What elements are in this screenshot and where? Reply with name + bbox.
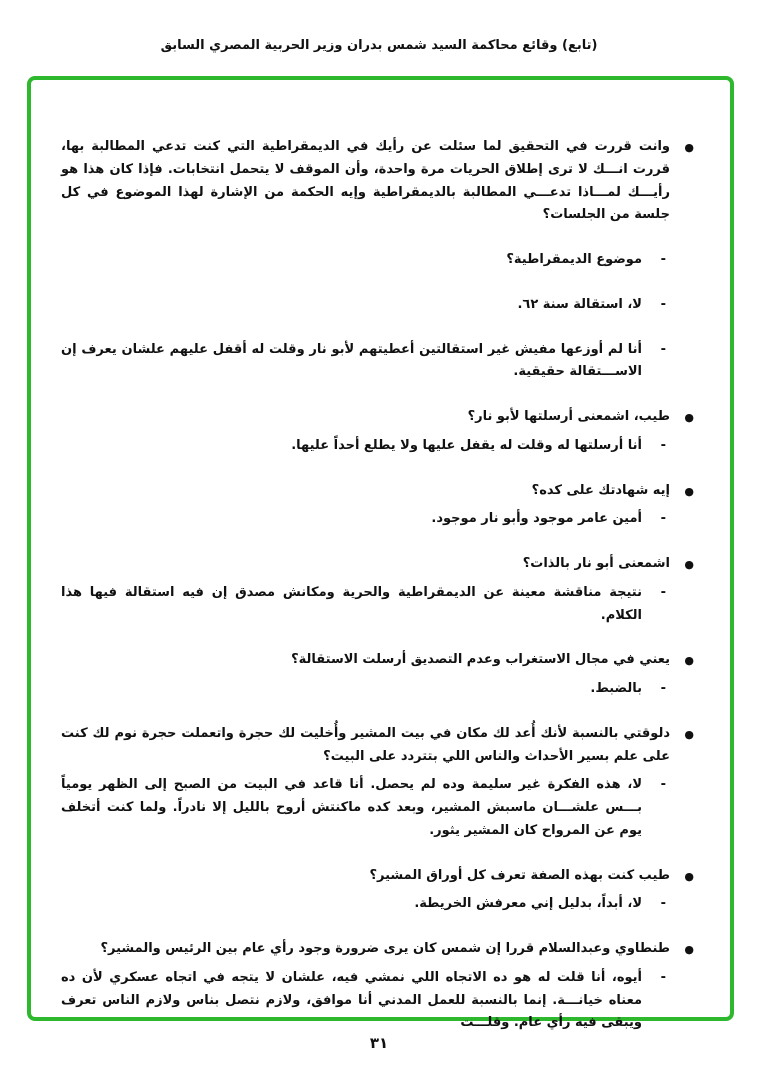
transcript-text: أنا لم أوزعها مفيش غير استقالتين أعطيتهم لأبو نار وقلت له أقفل عليهم علشان يعرف إن الاســـتقالة حقيقية. <box>61 341 642 380</box>
transcript-question <box>61 480 700 503</box>
transcript-text: اشمعنى أبو نار بالذات؟ <box>522 556 670 571</box>
transcript-text: يعني في مجال الاستغراب وعدم التصديق أرسلت الاستقالة؟ <box>291 652 670 668</box>
transcript-question <box>61 938 700 961</box>
transcript-text: أيوه، أنا قلت له هو ده الاتجاه اللي نمشي فيه، علشان لا يتجه في اتجاه عسكري لأن ده معناه خيانـــة. إنما بالنسبة للعمل المدني أنا موافق، ولازم نتصل بناس ولازم الناس تعرف ويبقى فيه رأي عام. وقلـــت <box>61 969 642 1031</box>
transcript-text: دلوقتي بالنسبة لأنك أُعد لك مكان في بيت المشير وأُخليت لك حجرة واتعملت حجرة نوم لك كنت على علم بسير الأحداث والناس اللي بتتردد على البيت؟ <box>61 725 670 764</box>
dash-icon: - <box>660 341 666 357</box>
transcript-question <box>61 865 700 888</box>
dash-icon: - <box>660 969 666 985</box>
transcript-text: بالضبط. <box>590 681 642 696</box>
bullet-icon: ● <box>684 141 694 154</box>
transcript-text: لا، هذه الفكرة غير سليمة وده لم يحصل. أنا قاعد في البيت من الصبح إلى الظهر يومياً بـــس علشـــان ماسبش المشير، وبعد كده ماكنتش أروح بالليل إلا نادراً. ولما كنت أتخلف يوم عن المرواح كان المشير يثور. <box>61 777 642 838</box>
transcript-question <box>61 723 700 769</box>
transcript-text: طيب، اشمعنى أرسلتها لأبو نار؟ <box>467 409 670 424</box>
dash-icon: - <box>660 296 666 312</box>
dash-icon: - <box>660 511 666 527</box>
bullet-icon: ● <box>684 654 694 668</box>
transcript-question <box>61 406 700 429</box>
transcript-answer <box>61 774 700 842</box>
transcript-answer <box>61 249 700 272</box>
dash-icon: - <box>660 437 666 453</box>
transcript-content <box>31 80 730 1035</box>
bullet-icon: ● <box>684 411 694 424</box>
transcript-text: أنا أرسلتها له وقلت له يقفل عليها ولا يطلع أحداً عليها. <box>291 437 642 453</box>
transcript-answer <box>61 893 700 916</box>
transcript-question <box>61 553 700 576</box>
transcript-answer <box>61 435 700 458</box>
transcript-text: نتيجة مناقشة معينة عن الديمقراطية والحرية ومكانش مصدق إن فيه استقالة فيها هذا الكلام. <box>61 584 642 623</box>
transcript-answer <box>61 294 700 317</box>
transcript-text: لا، استقالة سنة ٦٢. <box>517 296 642 312</box>
content-frame <box>27 76 734 1031</box>
page-number: ٣١ <box>369 1034 389 1052</box>
dash-icon: - <box>660 896 666 912</box>
transcript-question <box>61 649 700 672</box>
transcript-text: طنطاوي وعبدالسلام قررا إن شمس كان يرى ضرورة وجود رأي عام بين الرئيس والمشير؟ <box>100 941 670 956</box>
transcript-text: أمين عامر موجود وأبو نار موجود. <box>431 511 642 527</box>
dash-icon: - <box>660 252 666 267</box>
transcript-answer <box>61 678 700 701</box>
bullet-icon: ● <box>684 558 694 571</box>
dash-icon: - <box>660 777 666 793</box>
bullet-icon: ● <box>684 484 694 498</box>
transcript-text: وانت قررت في التحقيق لما سئلت عن رأيك في الديمقراطية التي كنت تدعي المطالبة بها، قررت انـــك لا ترى إطلاق الحريات مرة واحدة، وأن الموقف لا يتحمل انتخابات. فإذا كان هذا هو رأيـــك لمـــاذا تدعـــي المطالبة بالديمقراطية وإيه الحكمة من الإشارة لهذا الموضوع في كل جلسة من الجلسات؟ <box>61 139 670 223</box>
bullet-icon: ● <box>684 869 694 883</box>
transcript-question <box>61 136 700 227</box>
bullet-icon: ● <box>684 943 694 956</box>
bullet-icon: ● <box>684 727 694 741</box>
transcript-answer <box>61 582 700 628</box>
transcript-answer <box>61 508 700 531</box>
transcript-text: إيه شهادتك على كده؟ <box>531 482 670 498</box>
transcript-text: موضوع الديمقراطية؟ <box>506 252 642 267</box>
transcript-answer <box>61 339 700 385</box>
transcript-answer <box>61 967 700 1035</box>
dash-icon: - <box>660 681 666 696</box>
transcript-text: لا، أبداً، بدليل إني معرفش الخريطة. <box>414 896 642 912</box>
dash-icon: - <box>660 584 666 600</box>
page-header-title: (تابع) وقائع محاكمة السيد شمس بدران وزير الحربية المصري السابق <box>160 38 598 53</box>
transcript-text: طيب كنت بهذه الصفة تعرف كل أوراق المشير؟ <box>369 867 670 883</box>
